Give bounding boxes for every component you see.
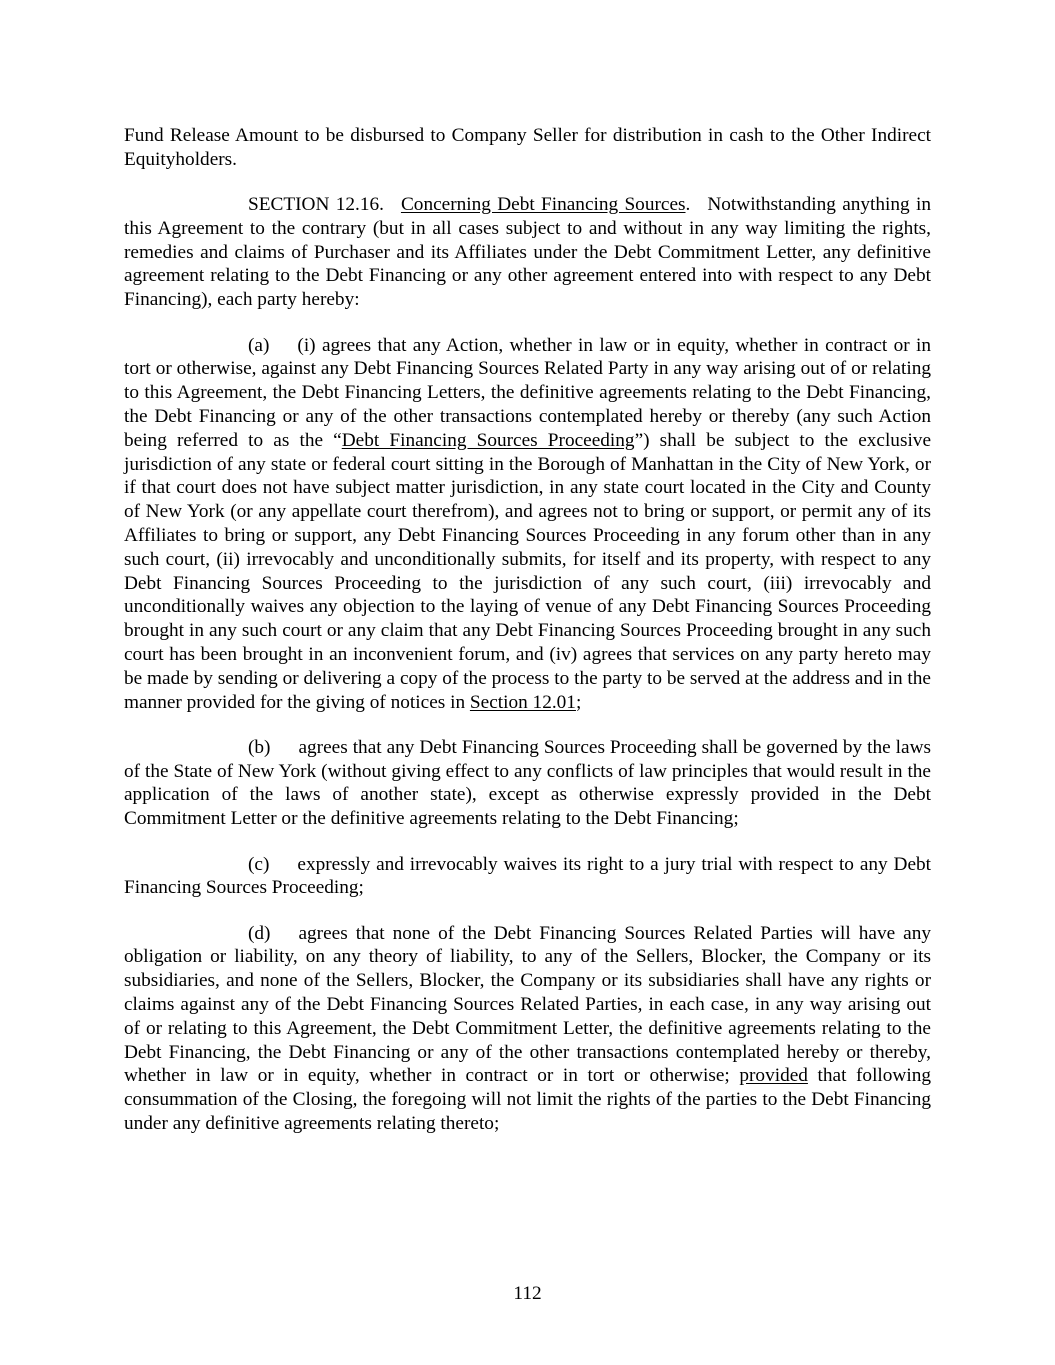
intro-paragraph <box>124 124 931 172</box>
section-title: Concerning Debt Financing Sources <box>400 194 686 216</box>
section-body: Notwithstanding anything in this Agreement to the contrary (but in all cases subject to and without in any way limiting the rights, remedies and claims of Purchaser and its Affiliates under the Debt Commitment Letter, any definitive agreement relating to the Debt Financing or any other agreement entered into with respect to any Debt Financing), each party hereby: <box>124 194 932 311</box>
clause-d-text-1: agrees that none of the Debt Financing Sources Related Parties will have any obligation or liability, on any theory of liability, to any of the Sellers, Blocker, the Company or its subsidiaries, and none of the Sellers, Blocker, the Company or its subsidiaries shall have any rights or claims against any of the Debt Financing Sources Related Parties, in each case, in any way arising out of or relating to this Agreement, the Debt Commitment Letter, the definitive agreements relating to the Debt Financing, the Debt Financing or any of the other transactions contemplated hereby or thereby, whether in law or in equity, whether in contract or in tort or otherwise; <box>124 922 931 1087</box>
clause-d-text-2: that following consummation of the Closing, the foregoing will not limit the rights of the parties to the Debt Financing under any definitive agreements relating thereto; <box>124 1065 931 1134</box>
clause-b-text: agrees that any Debt Financing Sources Proceeding shall be governed by the laws of the State of New York (without giving effect to any conflicts of law principles that would result in the application of the laws of another state), except as otherwise expressly provided in the Debt Commitment Letter or the definitive agreements relating to the Debt Financing; <box>124 736 931 830</box>
document-page <box>124 124 931 1157</box>
section-title-period: . <box>685 194 691 216</box>
clause-a-label: (a) <box>248 334 270 356</box>
clause-a-defined-term: Debt Financing Sources Proceeding <box>341 429 635 451</box>
clause-c-label: (c) <box>248 853 270 875</box>
intro-text: Fund Release Amount to be disbursed to Company Seller for distribution in cash to the Other Indirect Equityholders. <box>124 125 931 170</box>
page-number: 112 <box>513 1283 542 1304</box>
section-number: SECTION 12.16. <box>248 194 384 216</box>
clause-a-text-3: ; <box>575 691 582 713</box>
clause-d-paragraph <box>124 922 931 1136</box>
section-12-16-paragraph <box>124 193 931 312</box>
clause-a-text-1: (i) agrees that any Action, whether in law or in equity, whether in contract or in tort or otherwise, against any Debt Financing Sources Related Party in any way arising out of or relating to this Agreement, the Debt Financing Letters, the definitive agreements relating to the Debt Financing, the Debt Financing or any of the other transactions contemplated hereby or thereby (any such Action being referred to as the “ <box>124 334 931 451</box>
clause-a-section-reference: Section 12.01 <box>469 691 576 713</box>
clause-c-text: expressly and irrevocably waives its right to a jury trial with respect to any Debt Financing Sources Proceeding; <box>124 853 931 899</box>
clause-d-proviso: provided <box>739 1065 808 1087</box>
clause-c-paragraph <box>124 853 931 901</box>
clause-b-label: (b) <box>248 736 271 758</box>
clause-a-paragraph <box>124 334 931 715</box>
clause-a-text-2: ”) shall be subject to the exclusive jurisdiction of any state or federal court sitting in the Borough of Manhattan in the City of New York, or if that court does not have subject matter jurisdiction, in any state court located in the City and County of New York (or any appellate court therefrom), and agrees not to bring or support, or permit any of its Affiliates to bring or support, any Debt Financing Sources Proceeding in any forum other than in any such court, (ii) irrevocably and unconditionally submits, for itself and its property, with respect to any Debt Financing Sources Proceeding to the jurisdiction of any such court, (iii) irrevocably and unconditionally waives any objection to the laying of venue of any Debt Financing Sources Proceeding brought in any such court or any claim that any Debt Financing Sources Proceeding brought in any such court has been brought in an inconvenient forum, and (iv) agrees that services on any party hereto may be made by sending or delivering a copy of the process to the party to be served at the address and in the manner provided for the giving of notices in <box>124 429 932 713</box>
clause-d-label: (d) <box>248 922 271 944</box>
clause-b-paragraph <box>124 736 931 831</box>
